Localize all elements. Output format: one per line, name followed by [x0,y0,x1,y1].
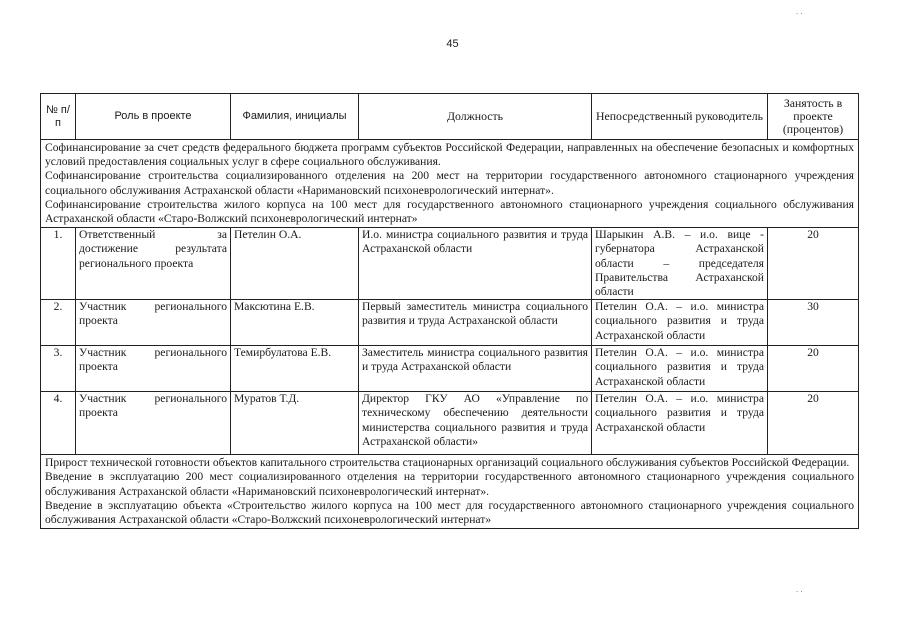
row-num: 3. [41,346,76,392]
table-row [41,300,859,346]
task-text: Софинансирование строительства жилого корпуса на 100 мест для государственного автономного стационарного учреждения социального обслуживания Астраханской области «Старо-Волжский психоневрологический интернат» [45,197,854,226]
row-name: Петелин О.А. [231,228,359,300]
row-load: 20 [768,392,859,455]
table-header-row [41,94,859,140]
row-num: 2. [41,300,76,346]
row-name: Темирбулатова Е.В. [231,346,359,392]
project-team-table [40,93,859,529]
task-text: Софинансирование строительства социализированного отделения на 200 мест на территории государственного автономного стационарного учреждения социального обслуживания Астраханской области «Наримановский психоневрологический интернат». [45,169,854,197]
page-number: 45 [446,38,459,50]
row-role: Участник регионального проекта [76,300,231,346]
header-role: Роль в проекте [76,94,231,140]
result-text: Введение в эксплуатацию объекта «Строительство жилого корпуса на 100 мест для государственного автономного стационарного учреждения социального обслуживания Астраханской области «Старо-Волжский психоневрологический интернат» [45,498,854,527]
header-position: Должность [359,94,592,140]
row-position: И.о. министра социального развития и труда Астраханской области [359,228,592,300]
top-task-block [41,140,859,228]
table-row [41,392,859,455]
row-position: Заместитель министра социального развития и труда Астраханской области [359,346,592,392]
row-load: 20 [768,228,859,300]
table-row [41,228,859,300]
row-load: 20 [768,346,859,392]
row-position: Первый заместитель министра социального развития и труда Астраханской области [359,300,592,346]
row-position: Директор ГКУ АО «Управление по техническому обеспечению деятельности министерства социального развития и труда Астраханской области» [359,392,592,455]
top-task-block-row [41,140,859,228]
header-manager: Непосредственный руководитель [592,94,768,140]
row-manager: Петелин О.А. – и.о. министра социального развития и труда Астраханской области [592,392,768,455]
row-role: Участник регионального проекта [76,346,231,392]
bottom-result-block [41,455,859,529]
row-manager: Петелин О.А. – и.о. министра социального развития и труда Астраханской области [592,346,768,392]
row-name: Муратов Т.Д. [231,392,359,455]
row-role: Участник регионального проекта [76,392,231,455]
row-num: 1. [41,228,76,300]
row-name: Максютина Е.В. [231,300,359,346]
header-load: Занятость в проекте (процентов) [768,94,859,140]
scan-mark: · · [796,10,803,18]
table-row [41,346,859,392]
bottom-result-block-row [41,455,859,529]
row-num: 4. [41,392,76,455]
result-text: Введение в эксплуатацию 200 мест социализированного отделения на территории государственного автономного стационарного учреждения социального обслуживания Астраханской области «Наримановский психоневрологический интернат». [45,470,854,498]
row-role: Ответственный за достижение результата регионального проекта [76,228,231,300]
header-num: № п/п [41,94,76,140]
result-text: Прирост технической готовности объектов капитального строительства стационарных организаций социального обслуживания субъектов Российской Федерации. [45,456,850,470]
row-manager: Петелин О.А. – и.о. министра социального развития и труда Астраханской области [592,300,768,346]
header-name: Фамилия, инициалы [231,94,359,140]
task-text: Софинансирование за счет средств федерального бюджета программ субъектов Российской Федерации, направленных на обеспечение безопасных и комфортных условий предоставления социальных услуг в сфере социального обслуживания. [45,141,854,169]
row-manager: Шарыкин А.В. – и.о. вице - губернатора Астраханской области – председателя Правительства Астраханской области [592,228,768,300]
row-load: 30 [768,300,859,346]
scan-mark: · · [796,588,803,596]
